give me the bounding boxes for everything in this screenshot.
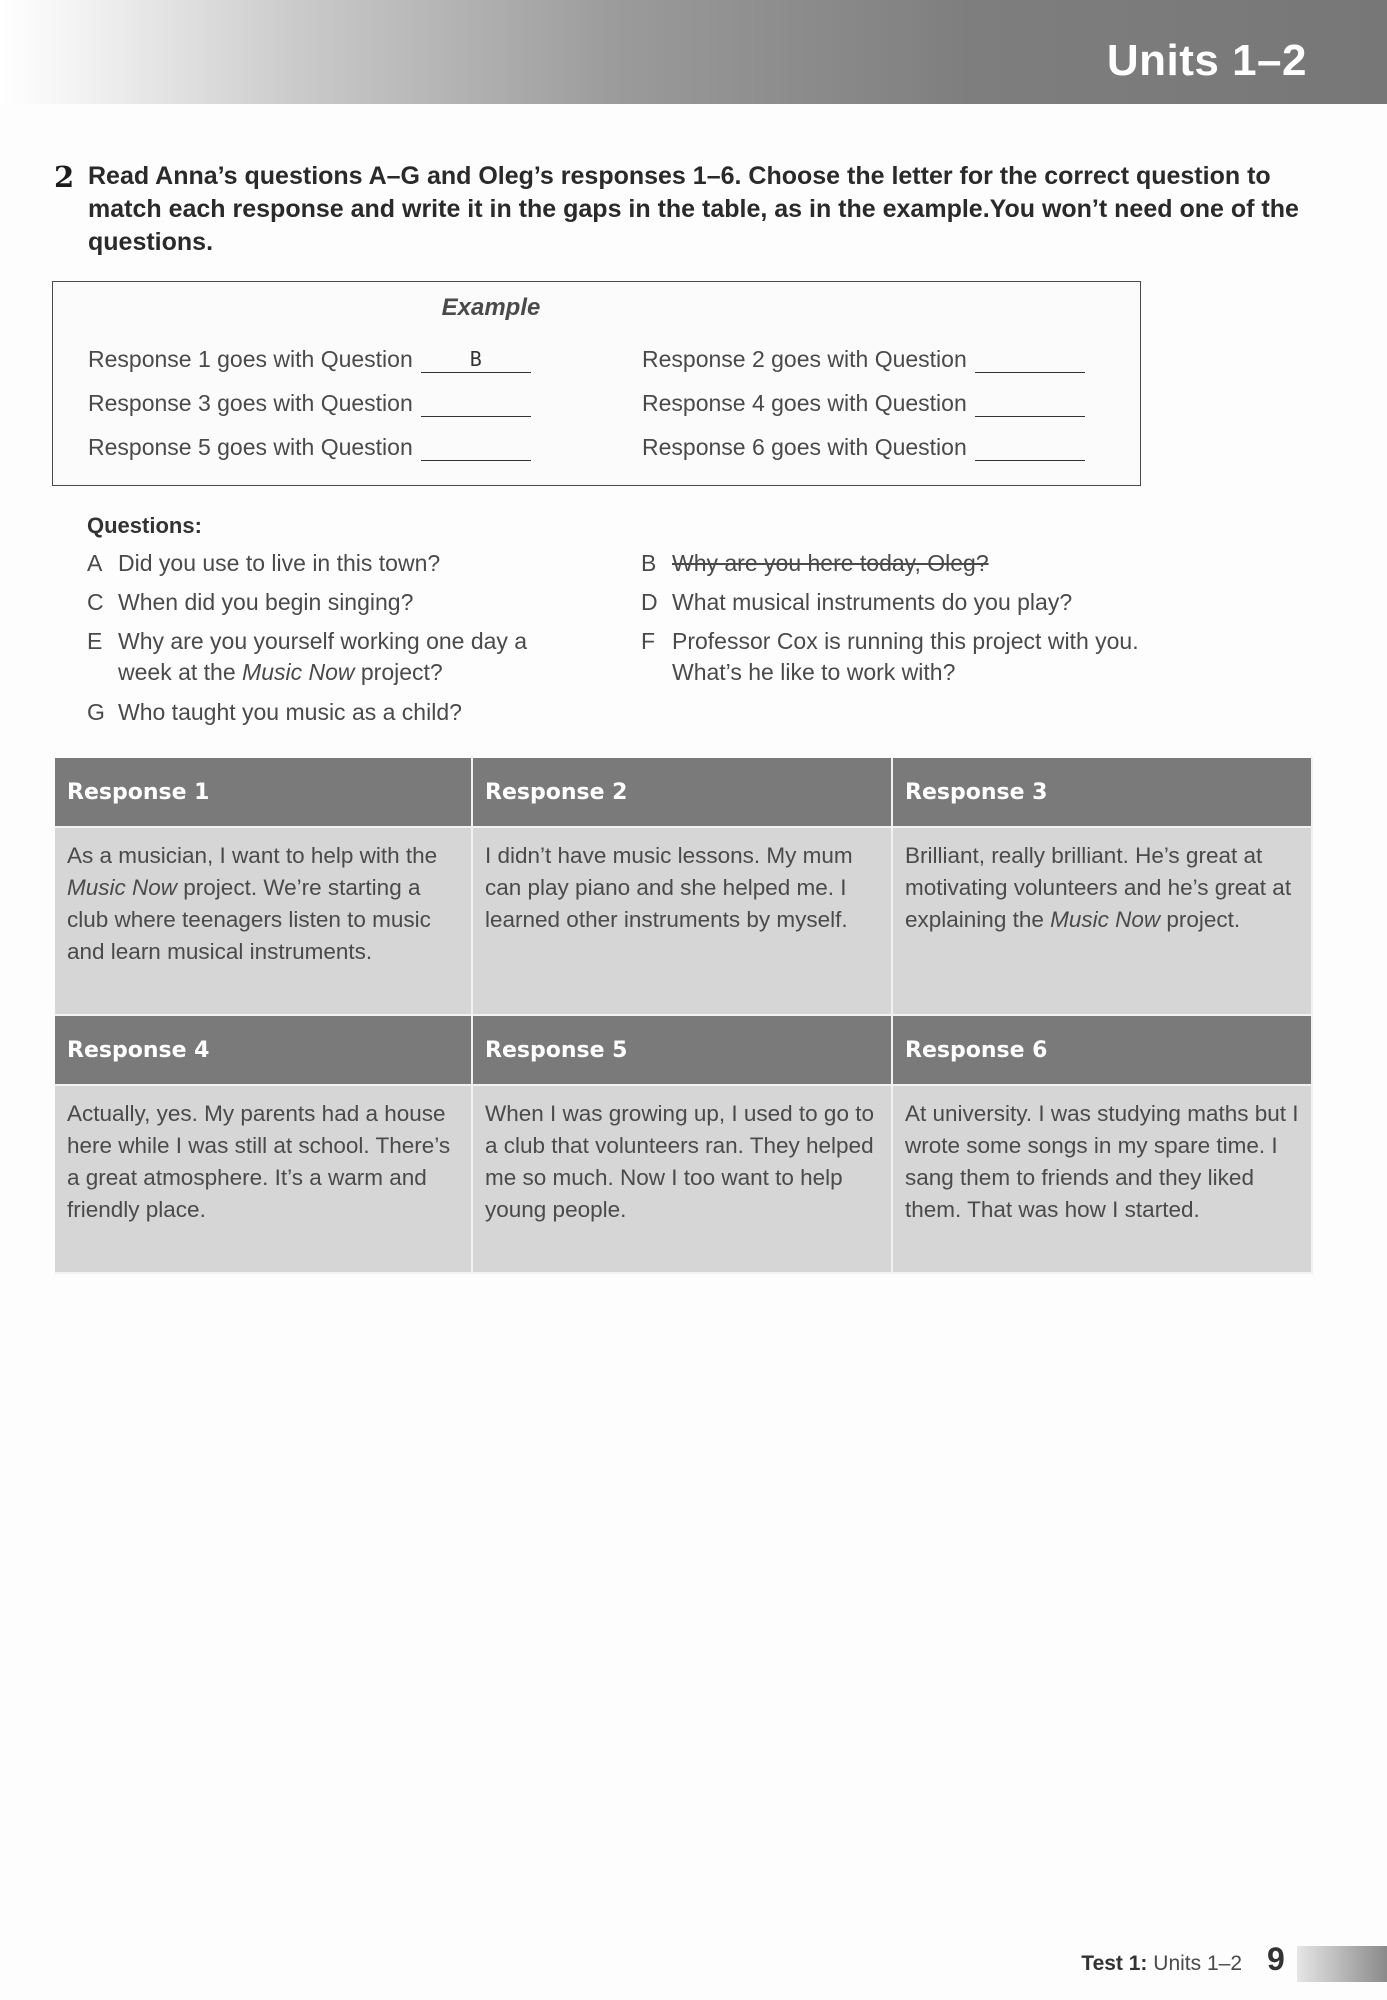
question-letter: G [87,699,105,725]
response-text-part: When I was growing up, I used to go to a club that volunteers ran. They helped me so much. Now I too want to help young people. [485,1101,874,1222]
responses-table [55,758,1313,1274]
question-text [118,626,548,688]
question-letter: F [641,628,656,654]
example-row [642,434,1085,461]
task-text: Read Anna’s questions A–G and Oleg’s responses 1–6. Choose the letter for the correct question to match each response and write it in the gaps in the table, as in the example.You won’t need one of the questions. [88,162,1299,256]
page-title: Units 1–2 [1106,36,1307,85]
example-title: Example [441,294,541,321]
answer-blank[interactable] [975,390,1085,417]
response-text-part: Actually, yes. My parents had a house here while I was still at school. There’s a great atmosphere. It’s a warm and friendly place. [67,1101,451,1222]
response-text-part: project. We’re starting a club where teenagers listen to music and learn musical instruments. [67,875,431,964]
example-row-label: Response 2 goes with Question [642,346,967,372]
project-name: Music Now [242,659,355,685]
response-text [55,1086,473,1274]
example-row-label: Response 5 goes with Question [88,434,413,460]
question-letter: E [87,628,103,654]
response-header: Response 3 [893,758,1313,828]
footer-label [1081,1952,1242,1976]
answer-blank[interactable] [975,346,1085,373]
response-text-part: At university. I was studying maths but I wrote some songs in my spare time. I sang them to friends and they liked them. That was how I started. [905,1101,1299,1222]
response-text [893,1086,1313,1274]
task-number: 2 [54,160,75,194]
footer-units-label: Units 1–2 [1153,1952,1242,1975]
example-row [642,390,1085,417]
question-text-crossed-out: Why are you here today, Oleg? [672,550,989,576]
question-text-part: Why are you yourself working one day a week at the [118,628,528,685]
response-text-part: Brilliant, really brilliant. He’s great at motivating volunteers and he’s great at explaining the [905,843,1292,932]
response-text-part: I didn’t have music lessons. My mum can play piano and she helped me. I learned other instruments by myself. [485,843,853,932]
project-name: Music Now [1050,907,1161,932]
response-text [55,828,473,1016]
question-text-part: project? [354,659,443,685]
question-letter: A [87,550,103,576]
example-row [88,390,531,417]
response-text [473,1086,893,1274]
example-row-label: Response 4 goes with Question [642,390,967,416]
question-text: Did you use to live in this town? [118,550,441,576]
footer-band [1297,1946,1387,1982]
project-name: Music Now [67,875,178,900]
answer-blank[interactable] [421,390,531,417]
example-row [642,346,1085,373]
answer-blank[interactable]: B [421,346,531,373]
response-text-part: project. [1160,907,1241,932]
example-row-label: Response 6 goes with Question [642,434,967,460]
response-header: Response 5 [473,1016,893,1086]
example-row [88,434,531,461]
question-letter: D [641,589,658,615]
question-text: What musical instruments do you play? [672,589,1073,615]
example-row-label: Response 1 goes with Question [88,346,413,372]
footer-test-label: Test 1: [1081,1952,1148,1975]
questions-heading: Questions: [87,513,202,538]
response-text [893,828,1313,1016]
question-text: Who taught you music as a child? [118,699,462,725]
example-row-label: Response 3 goes with Question [88,390,413,416]
answer-blank[interactable] [421,434,531,461]
question-letter: C [87,589,104,615]
example-row [88,346,531,373]
response-header: Response 4 [55,1016,473,1086]
question-text: Professor Cox is running this project with you. What’s he like to work with? [672,628,1139,685]
example-box [52,281,1141,486]
response-text [473,828,893,1016]
question-text: When did you begin singing? [118,589,414,615]
response-header: Response 6 [893,1016,1313,1086]
response-header: Response 2 [473,758,893,828]
header-band [0,0,1387,104]
response-text-part: As a musician, I want to help with the [67,843,438,868]
response-header: Response 1 [55,758,473,828]
page-number: 9 [1267,1941,1285,1977]
question-letter: B [641,550,657,576]
answer-blank[interactable] [975,434,1085,461]
